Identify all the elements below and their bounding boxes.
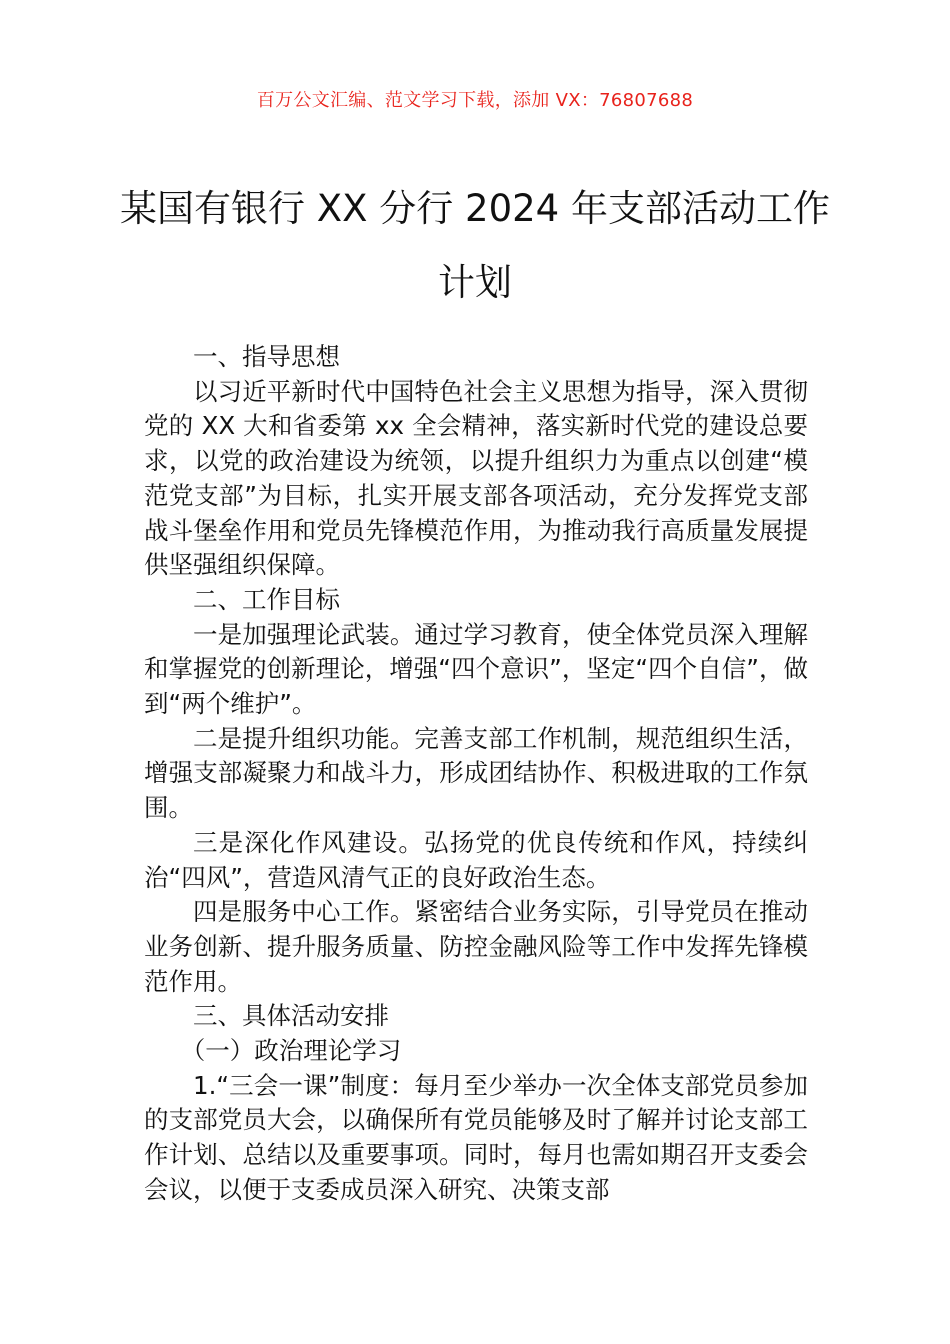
paragraph-goal-1: 一是加强理论武装。通过学习教育，使全体党员深入理解和掌握党的创新理论，增强“四个意识”，坚定“四个自信”，做到“两个维护”。 bbox=[144, 619, 808, 719]
paragraph-three-meetings: 1.“三会一课”制度：每月至少举办一次全体支部党员参加的支部党员大会，以确保所有党员能够及时了解并讨论支部工作计划、总结以及重要事项。同时，每月也需如期召开支委会会议，以便于支委成员深入研究、决策支部 bbox=[144, 1070, 808, 1204]
document-title: 某国有银行 XX 分行 2024 年支部活动工作计划 bbox=[120, 187, 830, 304]
section-heading-guiding-ideology: 一、指导思想 bbox=[193, 342, 340, 371]
section-heading-work-goals: 二、工作目标 bbox=[193, 584, 340, 614]
paragraph-goal-4: 四是服务中心工作。紧密结合业务实际，引导党员在推动业务创新、提升服务质量、防控金融风险等工作中发挥先锋模范作用。 bbox=[144, 897, 808, 996]
paragraph-goal-3: 三是深化作风建设。弘扬党的优良传统和作风，持续纠治“四风”，营造风清气正的良好政治生态。 bbox=[144, 827, 808, 892]
section-heading-activities: 三、具体活动安排 bbox=[193, 1001, 389, 1031]
subsection-heading-political-study: （一）政治理论学习 bbox=[180, 1036, 402, 1066]
document-body bbox=[144, 340, 808, 1208]
paragraph-guiding-ideology: 以习近平新时代中国特色社会主义思想为指导，深入贯彻党的 XX 大和省委第 xx 全会精神，落实新时代党的建设总要求，以党的政治建设为统领，以提升组织力为重点以创建“模范党支部”为目标，扎实开展支部各项活动，充分发挥党支部战斗堡垒作用和党员先锋模范作用，为推动我行高质量发展提供坚强组织保障。 bbox=[144, 376, 808, 580]
watermark-header: 百万公文汇编、范文学习下载，添加 VX：76807688 bbox=[256, 90, 694, 111]
paragraph-goal-2: 二是提升组织功能。完善支部工作机制，规范组织生活，增强支部凝聚力和战斗力，形成团结协作、积极进取的工作氛围。 bbox=[144, 723, 808, 823]
